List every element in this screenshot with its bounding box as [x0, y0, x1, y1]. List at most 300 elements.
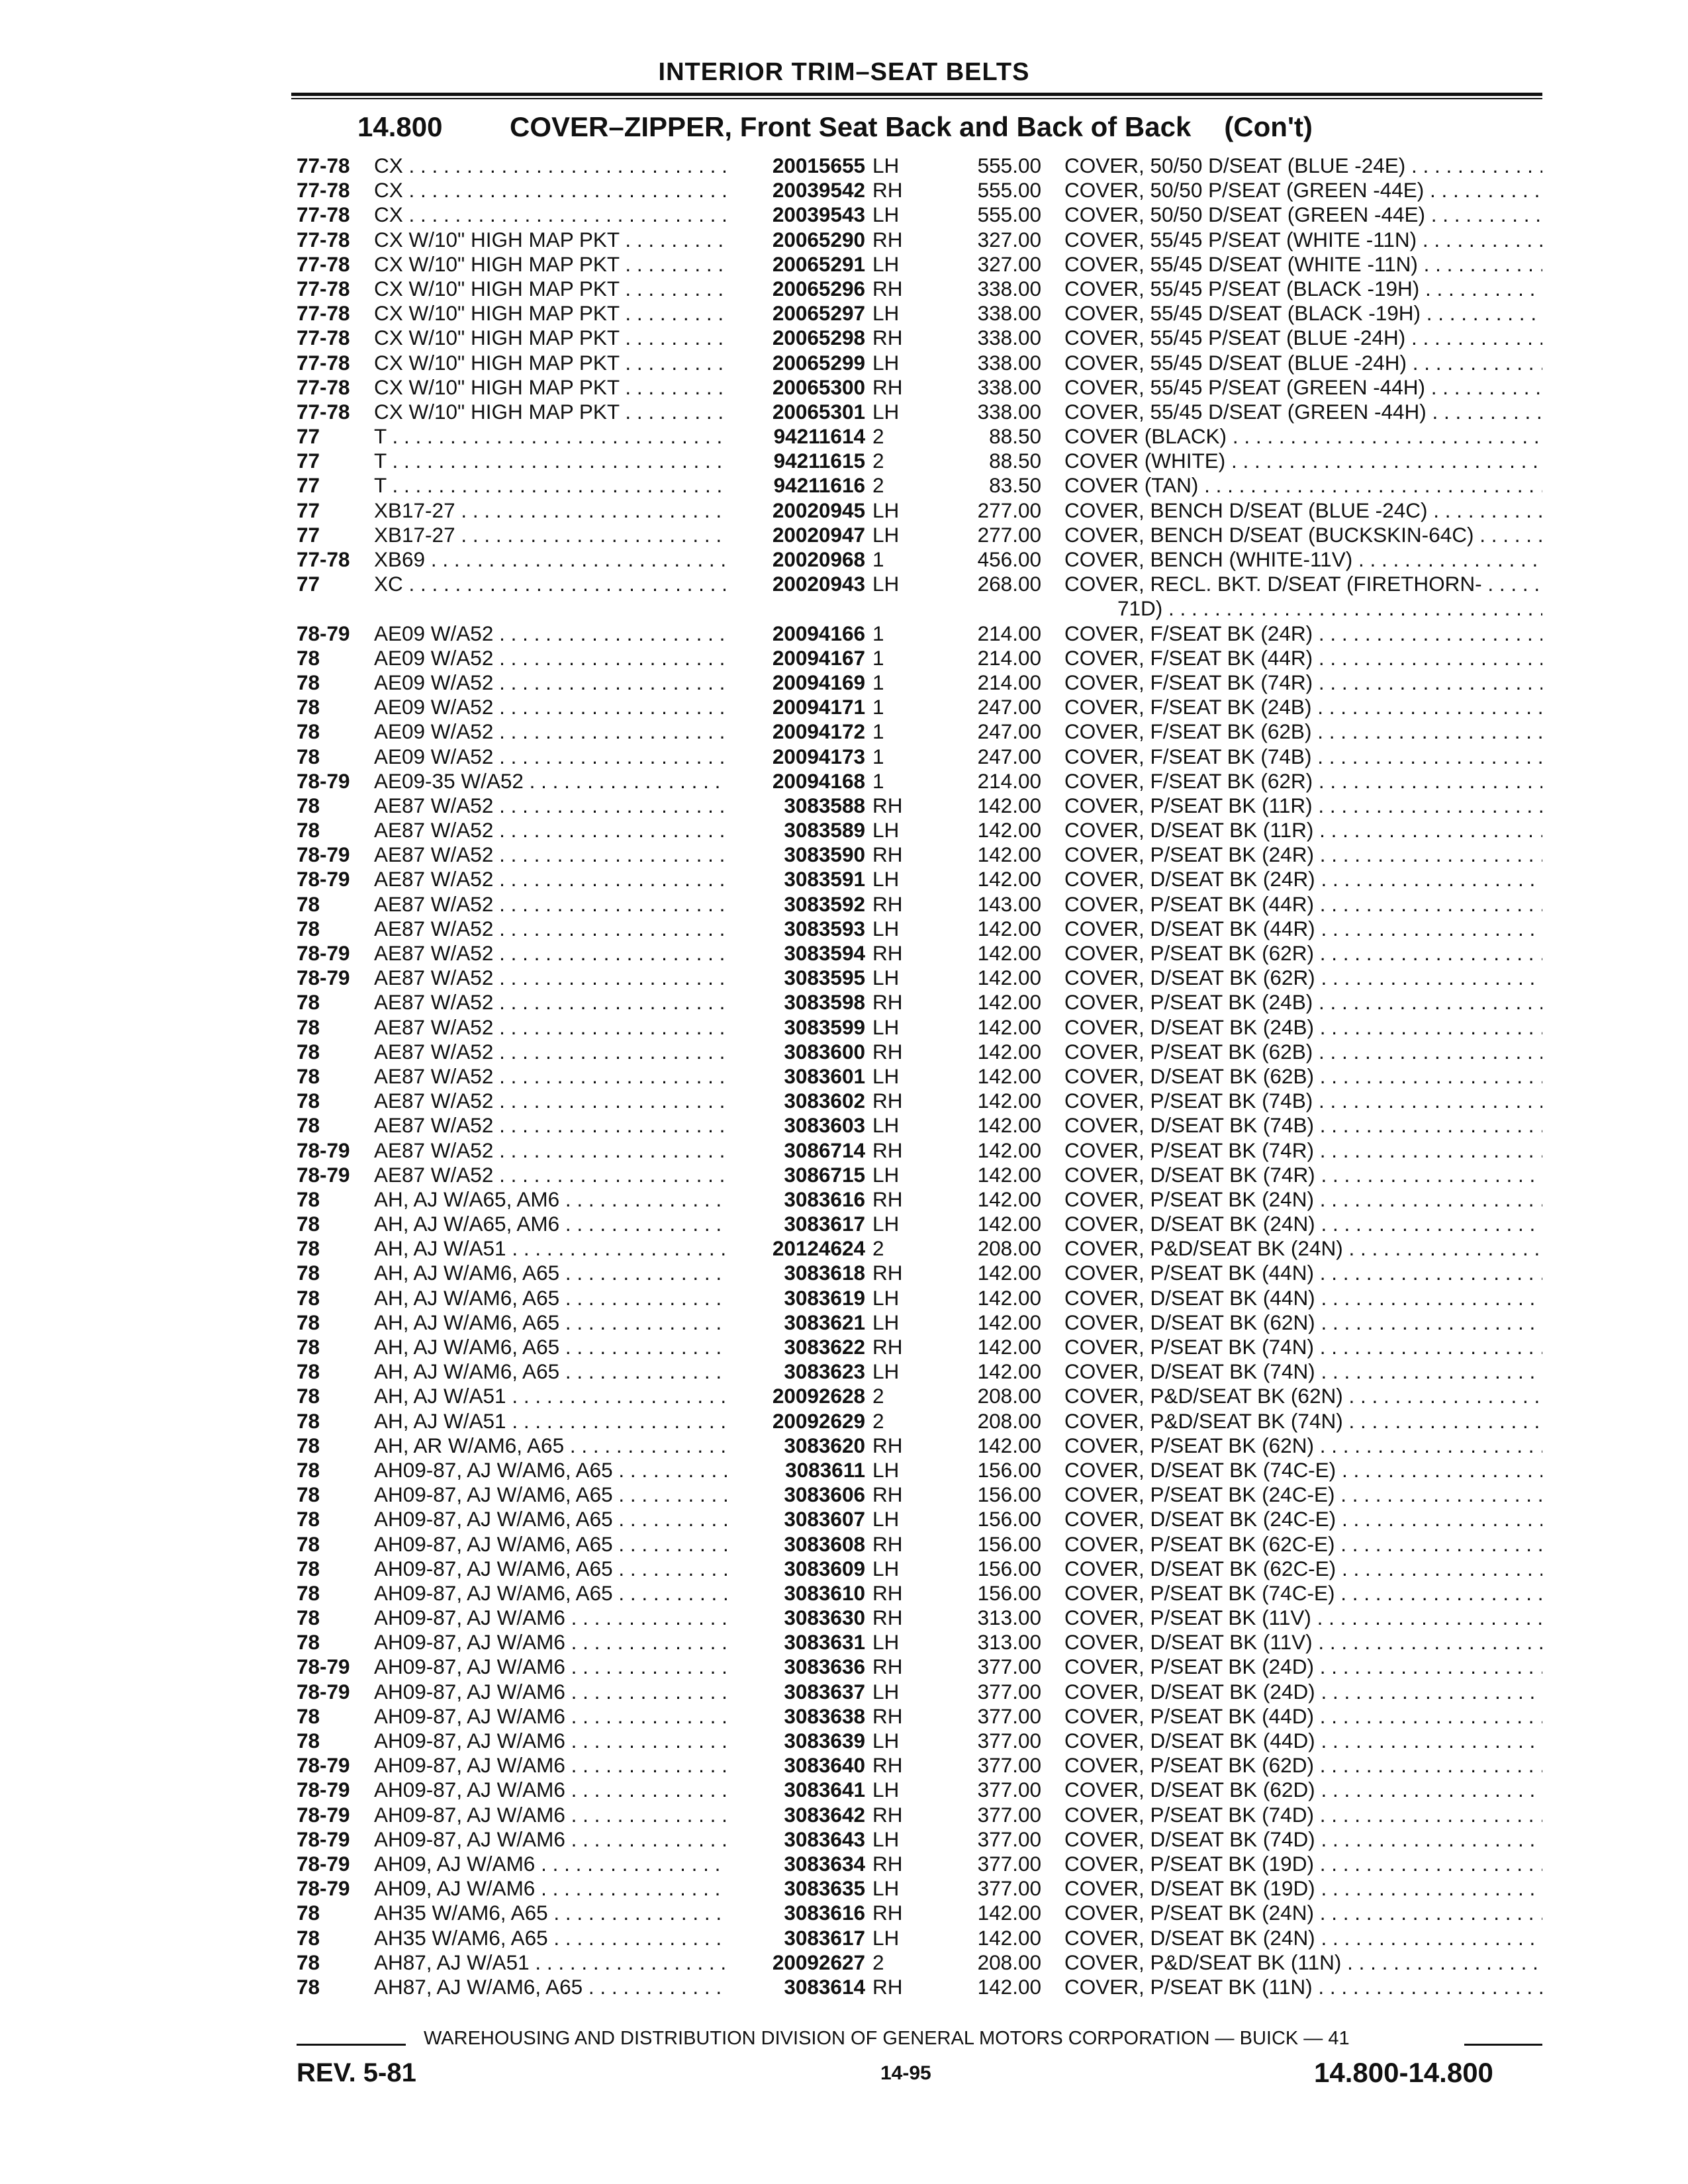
- quantity: RH: [872, 1901, 903, 1925]
- model-code: CX W/10" HIGH MAP PKT . . .: [374, 228, 728, 252]
- description: COVER, D/SEAT BK (11V) . . .: [1064, 1630, 1542, 1655]
- price: 377.00: [977, 1827, 1041, 1851]
- description: COVER, D/SEAT BK (74N) . . .: [1064, 1359, 1542, 1384]
- model-code: AH09-87, AJ W/AM6 . . .: [374, 1729, 728, 1753]
- model-code: AH09-87, AJ W/AM6, A65 . . .: [374, 1482, 728, 1507]
- description: COVER, D/SEAT BK (24D) . . .: [1064, 1680, 1542, 1704]
- description: COVER, P/SEAT BK (62D) . . .: [1064, 1753, 1542, 1778]
- table-row: [0, 498, 1688, 523]
- quantity: 1: [872, 768, 884, 793]
- model-year: 77-78: [297, 301, 350, 326]
- table-row: [0, 1015, 1688, 1040]
- model-year: 78: [297, 645, 320, 670]
- price: 208.00: [977, 1384, 1041, 1408]
- model-code: CX W/10" HIGH MAP PKT . . .: [374, 351, 728, 375]
- model-code: AH, AJ W/AM6, A65 . . .: [374, 1310, 728, 1335]
- quantity: LH: [872, 1556, 900, 1580]
- model-code: AH09-87, AJ W/AM6, A65 . . .: [374, 1581, 728, 1606]
- model-year: 78-79: [297, 966, 350, 990]
- model-year: 77-78: [297, 276, 350, 300]
- price: 377.00: [977, 1655, 1041, 1679]
- part-number: 3083640: [784, 1753, 865, 1778]
- table-row: [0, 473, 1688, 498]
- table-row: [0, 966, 1688, 990]
- table-row: [0, 990, 1688, 1015]
- description: COVER, P/SEAT BK (11V) . . .: [1064, 1606, 1542, 1630]
- quantity: RH: [872, 1655, 903, 1679]
- quantity: LH: [872, 522, 900, 547]
- price: 142.00: [977, 1901, 1041, 1925]
- quantity: LH: [872, 399, 900, 424]
- part-number: 20065301: [772, 399, 865, 424]
- model-year: 77-78: [297, 203, 350, 227]
- part-number: 20020947: [772, 522, 865, 547]
- model-code: AE87 W/A52 . . .: [374, 818, 728, 842]
- part-number: 3083630: [784, 1606, 865, 1630]
- table-row: [0, 1286, 1688, 1310]
- quantity: LH: [872, 818, 900, 842]
- price: 142.00: [977, 1974, 1041, 1999]
- table-row: [0, 301, 1688, 326]
- part-number: 20065291: [772, 251, 865, 276]
- description: COVER, D/SEAT BK (62C-E) . . .: [1064, 1557, 1542, 1581]
- model-year: 78-79: [297, 1655, 350, 1679]
- description: COVER, D/SEAT BK (44D) . . .: [1064, 1729, 1542, 1753]
- description: COVER, D/SEAT BK (74B) . . .: [1064, 1113, 1542, 1138]
- part-number: 20020943: [772, 572, 865, 596]
- table-row: [0, 745, 1688, 769]
- part-number: 20092627: [772, 1950, 865, 1974]
- table-row: [0, 1359, 1688, 1384]
- model-code: AH, AJ W/A51 . . .: [374, 1384, 728, 1408]
- price: 338.00: [977, 399, 1041, 424]
- model-code: AE87 W/A52 . . .: [374, 1089, 728, 1113]
- quantity: 1: [872, 695, 884, 719]
- quantity: RH: [872, 1851, 903, 1876]
- table-row: [0, 695, 1688, 719]
- price: 327.00: [977, 227, 1041, 251]
- part-number: 20065299: [772, 350, 865, 375]
- quantity: LH: [872, 1359, 900, 1384]
- model-year: 78: [297, 1974, 320, 1999]
- model-code: AH09-87, AJ W/AM6 . . .: [374, 1630, 728, 1655]
- section-range: 14.800-14.800: [1314, 2057, 1493, 2088]
- price: 142.00: [977, 1113, 1041, 1138]
- price: 142.00: [977, 1162, 1041, 1187]
- part-number: 3083634: [784, 1851, 865, 1876]
- model-year: 78: [297, 1236, 320, 1261]
- part-number: 20065296: [772, 276, 865, 300]
- model-code: AE87 W/A52 . . .: [374, 990, 728, 1015]
- part-number: 3083616: [784, 1187, 865, 1211]
- model-year: 78: [297, 916, 320, 940]
- quantity: RH: [872, 1187, 903, 1211]
- price: 377.00: [977, 1802, 1041, 1827]
- price: 555.00: [977, 154, 1041, 177]
- description: COVER, 50/50 P/SEAT (GREEN -44E) . . .: [1064, 178, 1542, 203]
- description: COVER, D/SEAT BK (24C-E) . . .: [1064, 1507, 1542, 1531]
- model-code: AE87 W/A52 . . .: [374, 1138, 728, 1163]
- quantity: 2: [872, 1408, 884, 1433]
- price: 142.00: [977, 1359, 1041, 1384]
- price: 247.00: [977, 744, 1041, 768]
- model-year: 78: [297, 1556, 320, 1580]
- model-code: AE09 W/A52 . . .: [374, 745, 728, 769]
- quantity: RH: [872, 375, 903, 399]
- description: COVER, P&D/SEAT BK (11N) . . .: [1064, 1950, 1542, 1975]
- model-code: AH09-87, AJ W/AM6 . . .: [374, 1803, 728, 1827]
- quantity: LH: [872, 966, 900, 990]
- model-code: AH09-87, AJ W/AM6, A65 . . .: [374, 1458, 728, 1482]
- model-code: AH09-87, AJ W/AM6, A65 . . .: [374, 1557, 728, 1581]
- price: 142.00: [977, 1261, 1041, 1285]
- model-year: 78-79: [297, 1778, 350, 1802]
- model-code: CX W/10" HIGH MAP PKT . . .: [374, 326, 728, 350]
- model-year: 77: [297, 449, 320, 473]
- table-row: [0, 1532, 1688, 1557]
- part-number: 3083598: [784, 990, 865, 1015]
- model-year: 78: [297, 1089, 320, 1113]
- description: COVER, BENCH (WHITE-11V) . . .: [1064, 547, 1542, 572]
- description: COVER, F/SEAT BK (62R) . . .: [1064, 769, 1542, 794]
- part-number: 3083617: [784, 1925, 865, 1950]
- model-year: 78: [297, 670, 320, 694]
- model-code: AE87 W/A52 . . .: [374, 1015, 728, 1040]
- part-number: 3083641: [784, 1778, 865, 1802]
- table-row: [0, 1852, 1688, 1876]
- table-row: [0, 1729, 1688, 1753]
- table-row: [0, 1113, 1688, 1138]
- price: 156.00: [977, 1457, 1041, 1482]
- model-code: AH09-87, AJ W/AM6 . . .: [374, 1655, 728, 1679]
- description: COVER (WHITE) . . .: [1064, 449, 1542, 473]
- model-year: 78: [297, 744, 320, 768]
- model-code: AE87 W/A52 . . .: [374, 842, 728, 867]
- part-number: 3083619: [784, 1285, 865, 1310]
- table-row: [0, 1040, 1688, 1064]
- model-year: 78: [297, 1285, 320, 1310]
- model-code: XB17-27 . . .: [374, 498, 728, 523]
- description: COVER, P/SEAT BK (24N) . . .: [1064, 1901, 1542, 1925]
- part-number: 3083606: [784, 1482, 865, 1507]
- parts-list: [0, 154, 1688, 1999]
- quantity: RH: [872, 891, 903, 916]
- model-year: 78: [297, 1310, 320, 1334]
- model-code: CX . . .: [374, 178, 728, 203]
- model-year: 78: [297, 1580, 320, 1605]
- model-code: CX W/10" HIGH MAP PKT . . .: [374, 400, 728, 424]
- description: COVER, 55/45 D/SEAT (WHITE -11N) . . .: [1064, 252, 1542, 277]
- description: COVER, P/SEAT BK (62N) . . .: [1064, 1433, 1542, 1458]
- part-number: 3083595: [784, 966, 865, 990]
- table-row: [0, 892, 1688, 917]
- part-number: 20065290: [772, 227, 865, 251]
- description: COVER, F/SEAT BK (62B) . . .: [1064, 719, 1542, 744]
- model-year: 78-79: [297, 867, 350, 891]
- model-code: AH09-87, AJ W/AM6, A65 . . .: [374, 1532, 728, 1557]
- price: 142.00: [977, 1015, 1041, 1039]
- quantity: LH: [872, 916, 900, 940]
- part-number: 20094168: [772, 768, 865, 793]
- part-number: 20094171: [772, 695, 865, 719]
- description: COVER, D/SEAT BK (24R) . . .: [1064, 867, 1542, 891]
- quantity: RH: [872, 1974, 903, 1999]
- price: 142.00: [977, 793, 1041, 817]
- part-number: 20020968: [772, 547, 865, 571]
- part-number: 20092628: [772, 1384, 865, 1408]
- table-row: [0, 1433, 1688, 1458]
- description: COVER, F/SEAT BK (74R) . . .: [1064, 670, 1542, 695]
- quantity: RH: [872, 1606, 903, 1630]
- quantity: LH: [872, 1778, 900, 1802]
- model-code: AE09 W/A52 . . .: [374, 646, 728, 670]
- model-code: AH, AJ W/AM6, A65 . . .: [374, 1335, 728, 1359]
- description: COVER, D/SEAT BK (62N) . . .: [1064, 1310, 1542, 1335]
- table-row: [0, 1310, 1688, 1335]
- table-row: [0, 523, 1688, 547]
- description: COVER, 55/45 D/SEAT (BLACK -19H) . . .: [1064, 301, 1542, 326]
- description: COVER, P/SEAT BK (62B) . . .: [1064, 1040, 1542, 1064]
- description: COVER, P/SEAT BK (74C-E) . . .: [1064, 1581, 1542, 1606]
- description: COVER, P/SEAT BK (11R) . . .: [1064, 794, 1542, 818]
- table-row: [0, 400, 1688, 424]
- description: COVER, D/SEAT BK (24B) . . .: [1064, 1015, 1542, 1040]
- part-number: 3083610: [784, 1580, 865, 1605]
- part-number: 20094166: [772, 621, 865, 645]
- part-number: 3083594: [784, 941, 865, 965]
- revision: REV. 5-81: [297, 2058, 416, 2087]
- price: 208.00: [977, 1236, 1041, 1261]
- description: COVER, RECL. BKT. D/SEAT (FIRETHORN- . . .: [1064, 572, 1542, 596]
- description: COVER, P/SEAT BK (44D) . . .: [1064, 1704, 1542, 1729]
- model-code: AH09-87, AJ W/AM6, A65 . . .: [374, 1507, 728, 1531]
- quantity: LH: [872, 1876, 900, 1901]
- price: 208.00: [977, 1950, 1041, 1974]
- part-number: 20092629: [772, 1408, 865, 1433]
- price: 377.00: [977, 1704, 1041, 1728]
- model-code: AH35 W/AM6, A65 . . .: [374, 1901, 728, 1925]
- model-year: 78: [297, 1630, 320, 1655]
- part-number: 20124624: [772, 1236, 865, 1261]
- section-title: COVER–ZIPPER, Front Seat Back and Back of Back: [510, 111, 1192, 142]
- model-year: 78-79: [297, 1679, 350, 1704]
- model-code: AH, AJ W/A65, AM6 . . .: [374, 1187, 728, 1212]
- table-row: [0, 1827, 1688, 1852]
- description: COVER, 55/45 D/SEAT (BLUE -24H) . . .: [1064, 351, 1542, 375]
- model-year: 77-78: [297, 350, 350, 375]
- description: COVER, D/SEAT BK (44R) . . .: [1064, 917, 1542, 941]
- page-title: INTERIOR TRIM–SEAT BELTS: [658, 58, 1030, 86]
- price: 555.00: [977, 203, 1041, 227]
- model-year: 78: [297, 1113, 320, 1138]
- model-code: AH, AR W/AM6, A65 . . .: [374, 1433, 728, 1458]
- table-row: [0, 1704, 1688, 1729]
- model-year: 78: [297, 1507, 320, 1531]
- table-row: [0, 252, 1688, 277]
- price: 83.50: [989, 473, 1041, 498]
- price: 142.00: [977, 1310, 1041, 1334]
- model-year: 78: [297, 1187, 320, 1211]
- table-row: [0, 547, 1688, 572]
- price: 377.00: [977, 1876, 1041, 1901]
- quantity: RH: [872, 1039, 903, 1064]
- model-code: T . . .: [374, 449, 728, 473]
- part-number: 3083643: [784, 1827, 865, 1851]
- description-continuation: 71D) . . .: [1064, 596, 1542, 621]
- price: 247.00: [977, 695, 1041, 719]
- quantity: LH: [872, 1015, 900, 1039]
- quantity: RH: [872, 1802, 903, 1827]
- model-year: 78: [297, 1408, 320, 1433]
- table-row: [0, 154, 1688, 178]
- description: COVER, 55/45 P/SEAT (BLACK -19H) . . .: [1064, 277, 1542, 301]
- quantity: LH: [872, 350, 900, 375]
- section-heading: [357, 111, 1313, 143]
- table-row: [0, 1335, 1688, 1359]
- table-row: [0, 1680, 1688, 1704]
- quantity: LH: [872, 1310, 900, 1334]
- quantity: LH: [872, 572, 900, 596]
- price: 142.00: [977, 1335, 1041, 1359]
- part-number: 94211615: [773, 449, 865, 473]
- description: COVER, F/SEAT BK (74B) . . .: [1064, 745, 1542, 769]
- part-number: 20015655: [772, 154, 865, 177]
- footer-rule-right: [1464, 2044, 1542, 2046]
- price: 142.00: [977, 1212, 1041, 1236]
- description: COVER, P/SEAT BK (24R) . . .: [1064, 842, 1542, 867]
- part-number: 3083622: [784, 1335, 865, 1359]
- model-code: AH, AJ W/AM6, A65 . . .: [374, 1261, 728, 1285]
- quantity: LH: [872, 1679, 900, 1704]
- part-number: 20094167: [772, 645, 865, 670]
- price: 142.00: [977, 1187, 1041, 1211]
- part-number: 3083591: [784, 867, 865, 891]
- model-code: AE09-35 W/A52 . . .: [374, 769, 728, 794]
- model-year: 77-78: [297, 326, 350, 350]
- model-year: 78: [297, 818, 320, 842]
- quantity: RH: [872, 1580, 903, 1605]
- part-number: 3083599: [784, 1015, 865, 1039]
- quantity: RH: [872, 941, 903, 965]
- model-code: AH09-87, AJ W/AM6 . . .: [374, 1753, 728, 1778]
- section-number: 14.800: [357, 111, 443, 142]
- table-row: [0, 1630, 1688, 1655]
- description: COVER, P/SEAT BK (44R) . . .: [1064, 892, 1542, 917]
- model-year: 78: [297, 1433, 320, 1457]
- model-code: T . . .: [374, 473, 728, 498]
- model-year: 78: [297, 719, 320, 744]
- model-code: AH09, AJ W/AM6 . . .: [374, 1876, 728, 1901]
- description: COVER, F/SEAT BK (24R) . . .: [1064, 621, 1542, 646]
- price: 327.00: [977, 251, 1041, 276]
- model-year: 78: [297, 1359, 320, 1384]
- price: 142.00: [977, 990, 1041, 1015]
- quantity: RH: [872, 1704, 903, 1728]
- quantity: LH: [872, 203, 900, 227]
- part-number: 3083616: [784, 1901, 865, 1925]
- quantity: LH: [872, 867, 900, 891]
- price: 156.00: [977, 1531, 1041, 1556]
- model-year: 77: [297, 498, 320, 522]
- model-year: 78: [297, 1064, 320, 1088]
- part-number: 3086715: [784, 1162, 865, 1187]
- price: 156.00: [977, 1556, 1041, 1580]
- description: COVER, D/SEAT BK (44N) . . .: [1064, 1286, 1542, 1310]
- model-year: 77: [297, 424, 320, 449]
- part-number: 3083635: [784, 1876, 865, 1901]
- quantity: LH: [872, 1064, 900, 1088]
- description: COVER, D/SEAT BK (24N) . . .: [1064, 1212, 1542, 1236]
- quantity: LH: [872, 1113, 900, 1138]
- section-continued: (Con't): [1224, 111, 1313, 142]
- quantity: LH: [872, 1162, 900, 1187]
- quantity: 2: [872, 424, 884, 449]
- part-number: 3083593: [784, 916, 865, 940]
- description: COVER, BENCH D/SEAT (BLUE -24C) . . .: [1064, 498, 1542, 523]
- model-year: 78-79: [297, 768, 350, 793]
- table-row: [0, 1482, 1688, 1507]
- quantity: 2: [872, 1384, 884, 1408]
- model-year: 78-79: [297, 1802, 350, 1827]
- table-row: [0, 1064, 1688, 1089]
- part-number: 3083639: [784, 1729, 865, 1752]
- model-year: 78: [297, 1212, 320, 1236]
- model-year: 78: [297, 793, 320, 817]
- table-row: [0, 670, 1688, 695]
- table-row: [0, 375, 1688, 400]
- part-number: 20039542: [772, 178, 865, 203]
- model-year: 78: [297, 1384, 320, 1408]
- description: COVER, BENCH D/SEAT (BUCKSKIN-64C) . . .: [1064, 523, 1542, 547]
- description: COVER, P/SEAT BK (74N) . . .: [1064, 1335, 1542, 1359]
- model-code: AE09 W/A52 . . .: [374, 621, 728, 646]
- model-code: AH, AJ W/A51 . . .: [374, 1409, 728, 1433]
- model-code: AH09-87, AJ W/AM6 . . .: [374, 1606, 728, 1630]
- table-row: [0, 1507, 1688, 1531]
- model-code: AE87 W/A52 . . .: [374, 917, 728, 941]
- part-number: 20065297: [772, 301, 865, 326]
- part-number: 20065298: [772, 326, 865, 350]
- model-code: AH, AJ W/A65, AM6 . . .: [374, 1212, 728, 1236]
- part-number: 3083631: [784, 1630, 865, 1655]
- description: COVER, P/SEAT BK (44N) . . .: [1064, 1261, 1542, 1285]
- part-number: 3083617: [784, 1212, 865, 1236]
- part-number: 20094172: [772, 719, 865, 744]
- model-code: AH87, AJ W/AM6, A65 . . .: [374, 1975, 728, 1999]
- model-code: AH, AJ W/AM6, A65 . . .: [374, 1359, 728, 1384]
- quantity: 1: [872, 645, 884, 670]
- description: COVER, F/SEAT BK (24B) . . .: [1064, 695, 1542, 719]
- price: 142.00: [977, 916, 1041, 940]
- model-year: 77-78: [297, 547, 350, 571]
- quantity: RH: [872, 227, 903, 251]
- model-code: AE87 W/A52 . . .: [374, 794, 728, 818]
- part-number: 3083607: [784, 1507, 865, 1531]
- model-code: CX . . .: [374, 154, 728, 178]
- table-row: [0, 769, 1688, 794]
- description: COVER, P/SEAT BK (24D) . . .: [1064, 1655, 1542, 1679]
- model-code: CX . . .: [374, 203, 728, 227]
- model-year: 77-78: [297, 251, 350, 276]
- description: COVER, P/SEAT BK (11N) . . .: [1064, 1975, 1542, 1999]
- description: COVER (BLACK) . . .: [1064, 424, 1542, 449]
- price: 208.00: [977, 1408, 1041, 1433]
- table-row: [0, 1409, 1688, 1433]
- model-code: AE87 W/A52 . . .: [374, 941, 728, 966]
- quantity: RH: [872, 326, 903, 350]
- description: COVER, P/SEAT BK (24C-E) . . .: [1064, 1482, 1542, 1507]
- model-code: AH, AJ W/AM6, A65 . . .: [374, 1286, 728, 1310]
